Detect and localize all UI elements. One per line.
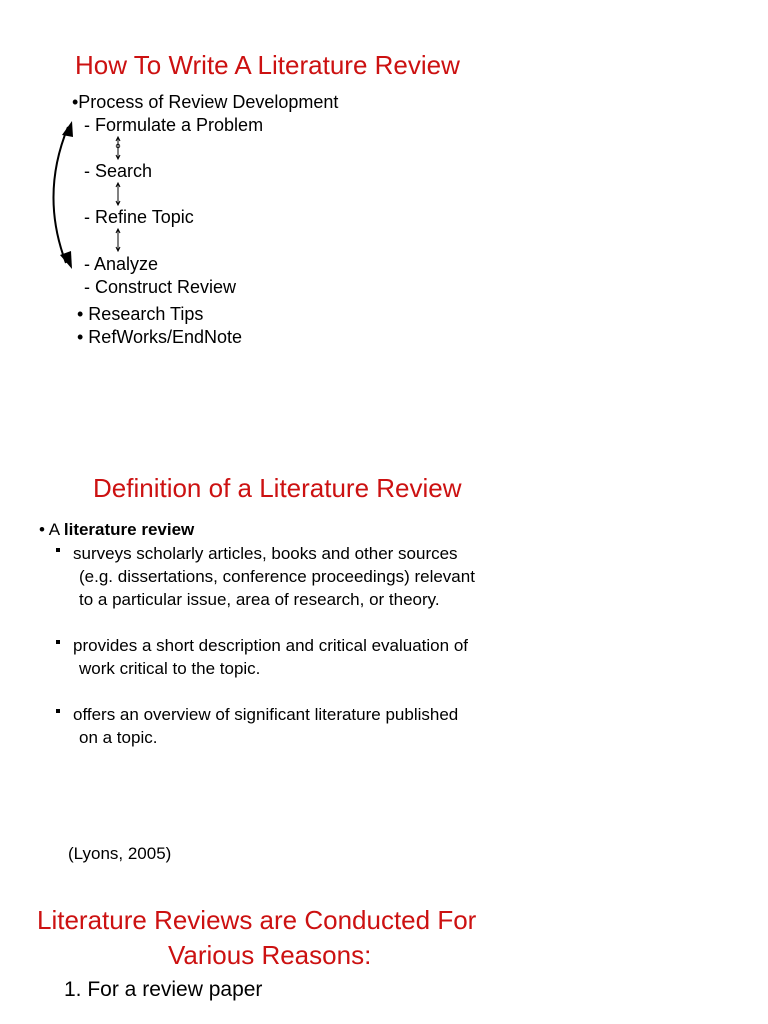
point-3-line-2: on a topic. xyxy=(79,728,158,747)
point-3-line-1: offers an overview of significant literature published xyxy=(73,705,459,724)
connector-arrow-1 xyxy=(112,136,124,160)
connector-arrow-2 xyxy=(112,182,124,206)
step-construct: - Construct Review xyxy=(84,277,237,297)
point-1-line-2: (e.g. dissertations, conference proceedings) relevant xyxy=(79,567,475,586)
point-2-line-2: work critical to the topic. xyxy=(79,659,261,678)
slide2-title: Definition of a Literature Review xyxy=(93,473,462,503)
step-search: - Search xyxy=(84,161,153,181)
square-bullet-1 xyxy=(56,548,60,552)
cycle-curved-arrow xyxy=(40,115,80,275)
definition-intro xyxy=(39,518,194,541)
point-1-line-3: to a particular issue, area of research, or theory. xyxy=(79,590,440,609)
step-formulate: - Formulate a Problem xyxy=(84,115,264,135)
connector-arrow-3 xyxy=(112,228,124,252)
step-analyze: - Analyze xyxy=(84,254,159,274)
intro-prefix: • A xyxy=(39,520,64,539)
point-1-line-1: surveys scholarly articles, books and other sources xyxy=(73,544,458,563)
square-bullet-3 xyxy=(56,709,60,713)
slide3-title-line-2: Various Reasons: xyxy=(168,940,372,970)
bullet-research-tips: • Research Tips xyxy=(77,304,204,324)
citation: (Lyons, 2005) xyxy=(68,844,172,863)
point-2-line-1: provides a short description and critical evaluation of xyxy=(73,636,468,655)
slide1-title: How To Write A Literature Review xyxy=(75,50,460,80)
process-heading: •Process of Review Development xyxy=(72,92,339,112)
slide3-title-line-1: Literature Reviews are Conducted For xyxy=(37,905,477,935)
square-bullet-2 xyxy=(56,640,60,644)
bullet-refworks: • RefWorks/EndNote xyxy=(77,327,243,347)
step-refine: - Refine Topic xyxy=(84,207,194,227)
list-item-1: 1. For a review paper xyxy=(64,978,263,1001)
intro-bold-term: literature review xyxy=(63,520,195,539)
